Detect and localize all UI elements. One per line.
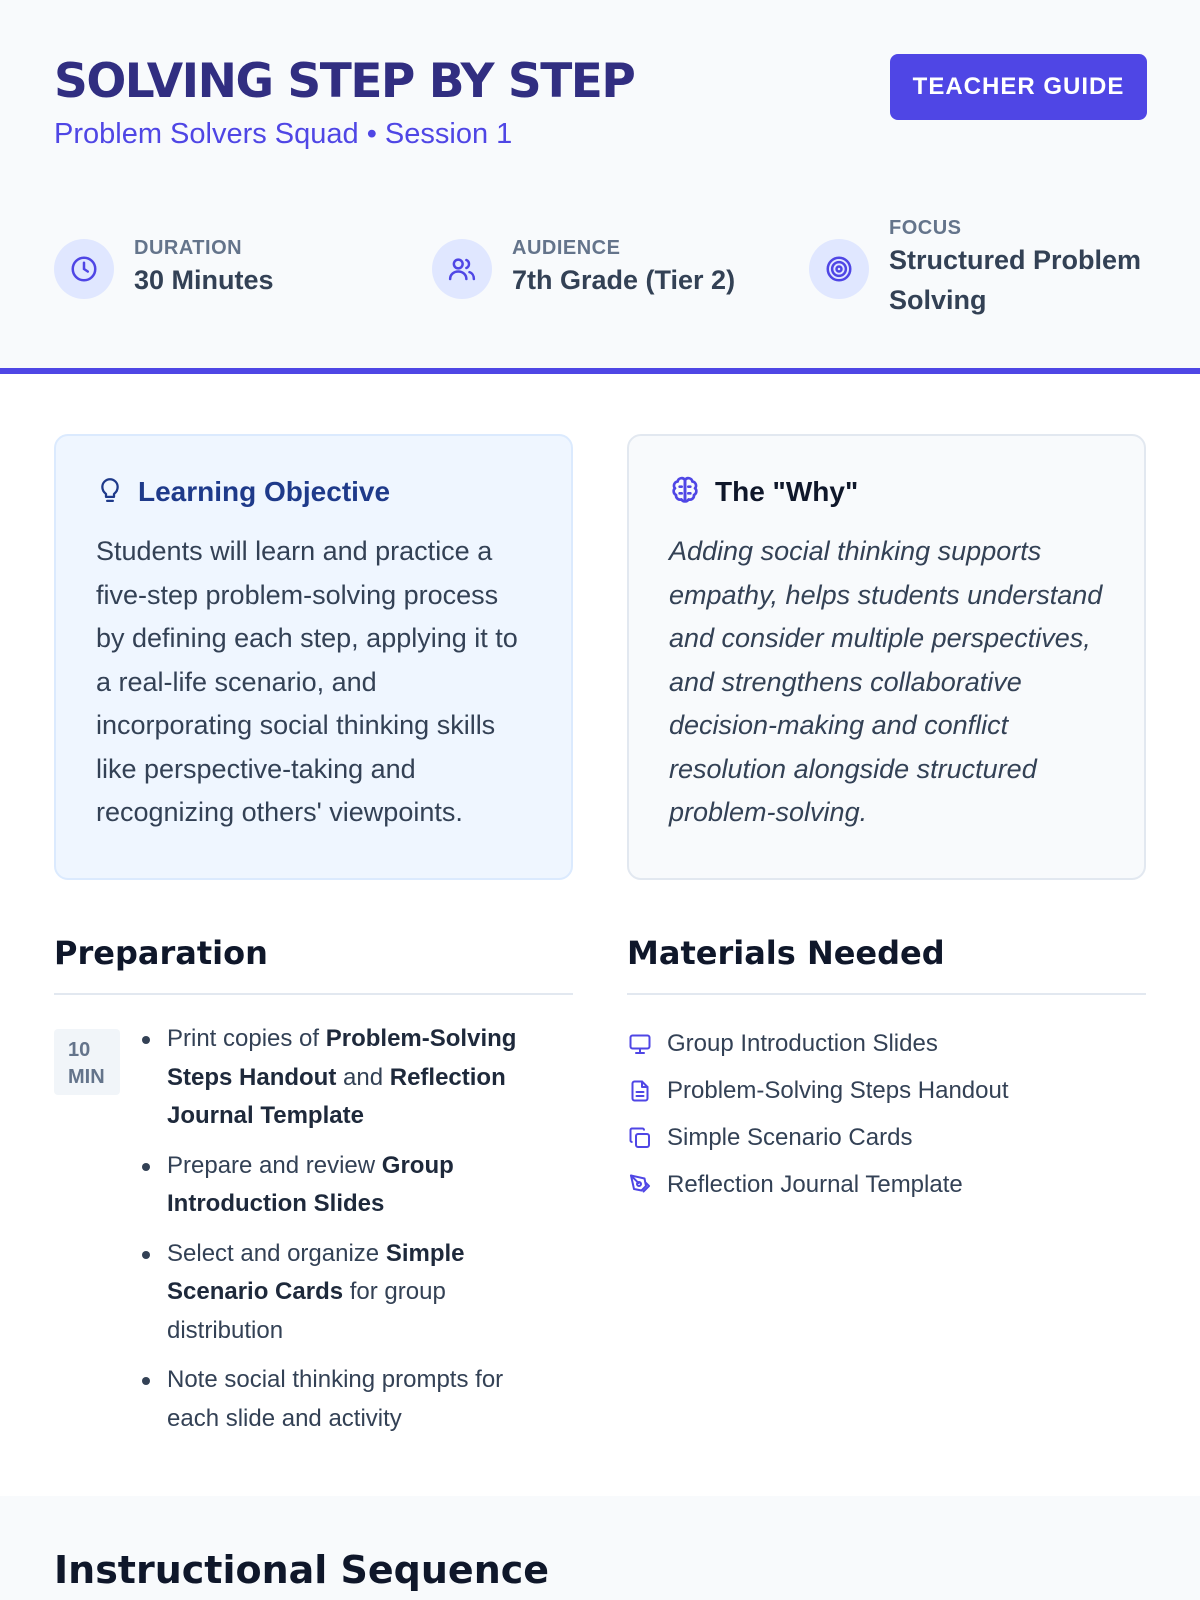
meta-value: Structured Problem Solving: [889, 245, 1142, 315]
lightbulb-icon: [96, 474, 124, 511]
meta-label: AUDIENCE: [512, 237, 621, 259]
card-title: Learning Objective: [138, 476, 391, 507]
list-item: Select and organize Simple Scenario Cards for group distribution: [139, 1235, 559, 1351]
pen-icon: [627, 1172, 653, 1198]
presentation-icon: [627, 1031, 653, 1057]
materials-list: [627, 1020, 1146, 1208]
page-title: SOLVING STEP BY STEP: [54, 54, 635, 109]
meta-value: 30 Minutes: [134, 265, 274, 295]
objective-text: Students will learn and practice a five-step problem-solving process by defining each step, applying it to a real-life scenario, and incorporating social thinking skills like perspective-taking and recognizing others' viewpoints.: [96, 536, 518, 827]
preparation-heading: Preparation: [54, 934, 573, 995]
meta-audience: [432, 237, 735, 300]
card-title: The "Why": [715, 476, 859, 507]
brain-icon: [669, 474, 701, 511]
list-item: Prepare and review Group Introduction Slides: [139, 1147, 559, 1224]
preparation-list: [139, 1020, 559, 1449]
list-item: Note social thinking prompts for each slide and activity: [139, 1361, 559, 1438]
materials-heading: Materials Needed: [627, 934, 1146, 995]
badge-unit: MIN: [68, 1066, 105, 1088]
clock-icon: [54, 239, 114, 299]
list-item: Problem-Solving Steps Handout: [627, 1067, 1146, 1114]
lesson-header: [0, 0, 1200, 374]
why-card: [627, 434, 1146, 880]
list-item: Print copies of Problem-Solving Steps Handout and Reflection Journal Template: [139, 1020, 559, 1136]
meta-value: 7th Grade (Tier 2): [512, 265, 736, 295]
list-item: Simple Scenario Cards: [627, 1114, 1146, 1161]
teacher-guide-button[interactable]: TEACHER GUIDE: [890, 54, 1147, 120]
target-icon: [809, 239, 869, 299]
document-icon: [627, 1078, 653, 1104]
page-subtitle: Problem Solvers Squad • Session 1: [54, 118, 513, 150]
meta-focus: [809, 217, 1149, 320]
time-badge: [54, 1029, 120, 1095]
meta-duration: [54, 237, 274, 300]
badge-number: 10: [68, 1039, 91, 1061]
why-text: Adding social thinking supports empathy, helps students understand and consider multiple perspectives, and strengthens collaborative decision-making and conflict resolution alongside structured problem-solving.: [669, 536, 1103, 827]
sequence-heading: Instructional Sequence: [54, 1548, 550, 1592]
learning-objective-card: [54, 434, 573, 880]
list-item: Group Introduction Slides: [627, 1020, 1146, 1067]
cards-icon: [627, 1125, 653, 1151]
list-item: Reflection Journal Template: [627, 1161, 1146, 1208]
meta-label: FOCUS: [889, 217, 962, 239]
meta-label: DURATION: [134, 237, 243, 259]
users-icon: [432, 239, 492, 299]
